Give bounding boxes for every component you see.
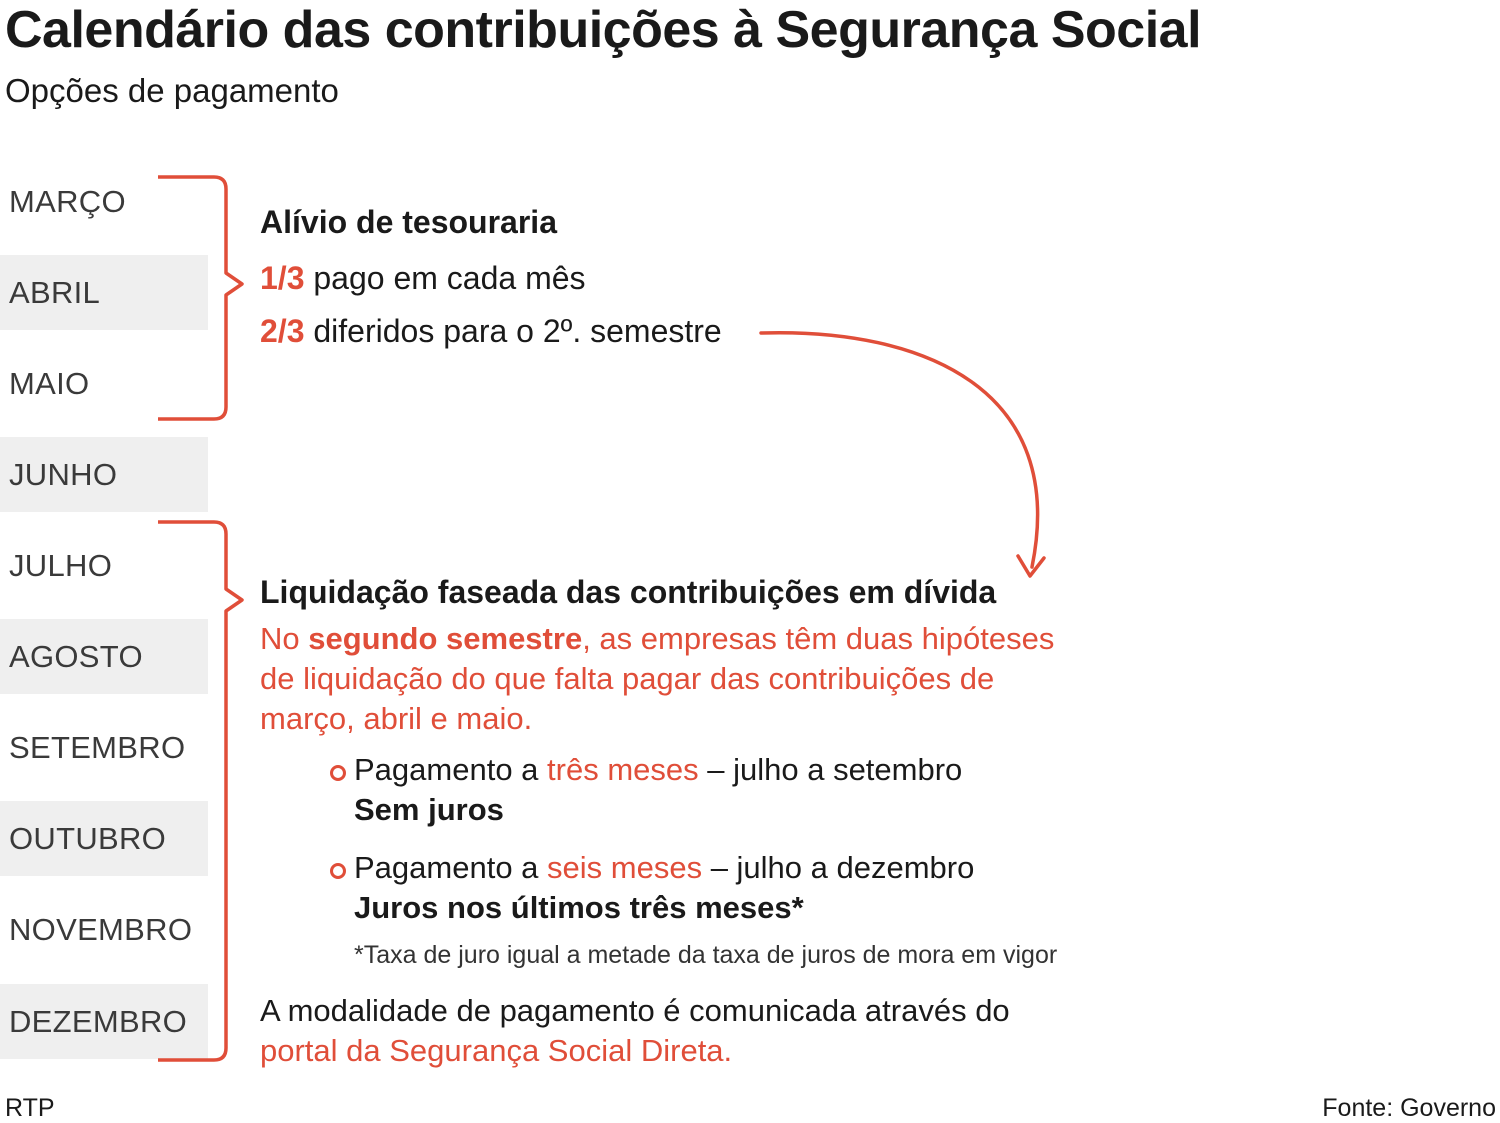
option-1-highlight: três meses bbox=[547, 752, 699, 787]
description-rest: , as empresas têm duas hipóteses bbox=[582, 621, 1055, 656]
fraction-one-third: 1/3 bbox=[260, 260, 305, 296]
month-july: JULHO bbox=[9, 547, 113, 583]
description-line-2: de liquidação do que falta pagar das contribuições de bbox=[260, 661, 995, 696]
month-april: ABRIL bbox=[0, 255, 208, 330]
option-1-detail: Sem juros bbox=[354, 792, 504, 827]
treasury-relief-title: Alívio de tesouraria bbox=[260, 204, 557, 240]
credit-label: RTP bbox=[5, 1094, 55, 1122]
option-2-detail: Juros nos últimos três meses* bbox=[354, 890, 804, 925]
treasury-relief-line-1 bbox=[260, 260, 586, 297]
option-2-highlight: seis meses bbox=[547, 850, 703, 885]
option-2-bullet-icon bbox=[330, 863, 346, 879]
month-march: MARÇO bbox=[9, 183, 126, 219]
phased-settlement-title: Liquidação faseada das contribuições em dívida bbox=[260, 574, 997, 610]
month-december: DEZEMBRO bbox=[0, 984, 208, 1059]
option-2-prefix: Pagamento a bbox=[354, 850, 548, 885]
month-may: MAIO bbox=[9, 365, 90, 401]
deferral-arrowhead bbox=[1018, 556, 1044, 576]
month-october: OUTUBRO bbox=[0, 801, 208, 876]
option-1-prefix: Pagamento a bbox=[354, 752, 548, 787]
option-1-bullet-icon bbox=[330, 765, 346, 781]
option-1-title bbox=[354, 752, 962, 788]
option-1-suffix: – julho a setembro bbox=[698, 752, 963, 787]
month-september: SETEMBRO bbox=[9, 729, 186, 765]
treasury-relief-line-2 bbox=[260, 313, 722, 350]
footnote: *Taxa de juro igual a metade da taxa de juros de mora em vigor bbox=[354, 941, 1058, 969]
month-november: NOVEMBRO bbox=[9, 911, 193, 947]
line-1-text: pago em cada mês bbox=[304, 260, 586, 296]
page-subtitle: Opções de pagamento bbox=[5, 72, 339, 109]
description-line-3: março, abril e maio. bbox=[260, 701, 533, 736]
fraction-two-thirds: 2/3 bbox=[260, 313, 305, 349]
description-bold: segundo semestre bbox=[308, 621, 583, 656]
description-line-1 bbox=[260, 619, 1120, 659]
option-2-title bbox=[354, 850, 974, 886]
source-label: Fonte: Governo bbox=[1322, 1094, 1496, 1122]
option-2-suffix: – julho a dezembro bbox=[702, 850, 975, 885]
phased-settlement-description bbox=[260, 619, 1120, 739]
page-title: Calendário das contribuições à Segurança Social bbox=[5, 1, 1202, 59]
payment-method-note bbox=[260, 991, 1010, 1071]
month-august: AGOSTO bbox=[0, 619, 208, 694]
month-june: JUNHO bbox=[0, 437, 208, 512]
deferral-arrow bbox=[761, 333, 1038, 567]
line-2-text: diferidos para o 2º. semestre bbox=[304, 313, 722, 349]
note-portal-link[interactable]: portal da Segurança Social Direta. bbox=[260, 1033, 733, 1068]
description-prefix: No bbox=[260, 621, 309, 656]
note-line-1: A modalidade de pagamento é comunicada através do bbox=[260, 993, 1010, 1028]
